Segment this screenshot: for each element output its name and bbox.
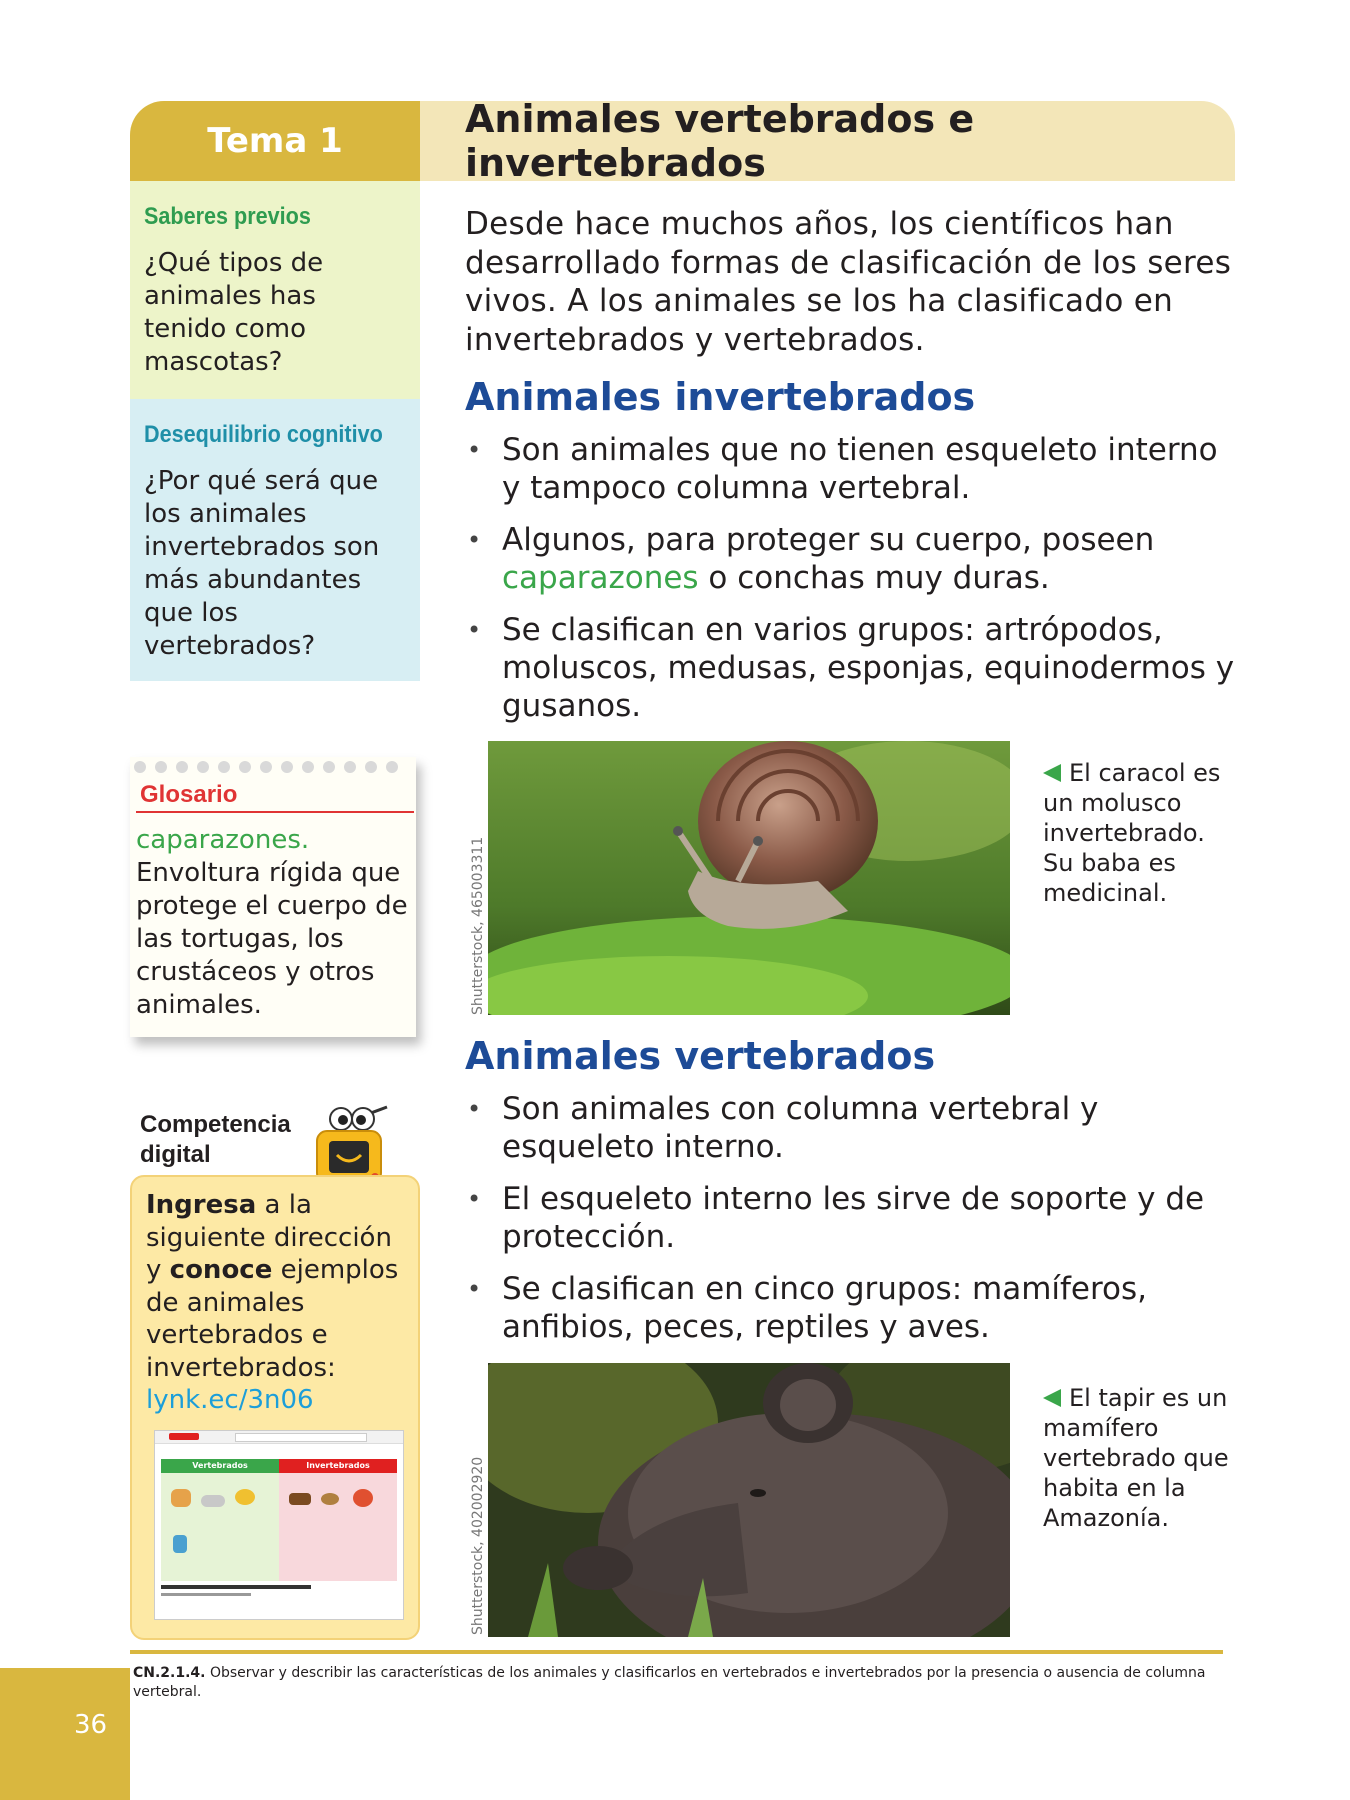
list-item: • Algunos, para proteger su cuerpo, poseen caparazones o conchas muy duras.: [465, 521, 1235, 597]
tema-label: Tema 1: [207, 121, 343, 161]
competencia-link[interactable]: lynk.ec/3n06: [146, 1385, 314, 1415]
invertebrados-list: [465, 431, 1235, 739]
heading-vertebrados: Animales vertebrados: [465, 1034, 936, 1078]
tema-tab: [130, 101, 420, 181]
caption-arrow-icon: [1043, 764, 1061, 782]
word-ingresa: Ingresa: [146, 1190, 257, 1220]
list-item: • Se clasifican en cinco grupos: mamíferos, anfibios, peces, reptiles y aves.: [465, 1270, 1235, 1346]
glosario-term: caparazones.: [136, 825, 310, 855]
tapir-photo: [488, 1363, 1010, 1637]
page-title: [420, 97, 1235, 185]
spiral-binding: [130, 757, 416, 775]
competencia-box: [130, 1175, 420, 1640]
thumbnail-col-right: Invertebrados: [279, 1459, 397, 1473]
glosario-divider: [136, 811, 414, 813]
competencia-text: [146, 1189, 406, 1417]
competencia-text-1: a la siguiente dirección y: [146, 1190, 392, 1285]
page-title-text: Animales vertebrados e invertebrados: [465, 97, 975, 185]
glosario-heading: Glosario: [140, 781, 238, 808]
footer-description: Observar y describir las características de los animales y clasificarlos en vertebrados e invertebrados por la presencia o ausencia de columna vertebral.: [133, 1665, 1206, 1700]
glosario-card: [130, 757, 416, 1037]
page-number-tab: [0, 1668, 130, 1800]
glosario-entry: [136, 824, 412, 1022]
caption-arrow-icon: [1043, 1389, 1061, 1407]
website-thumbnail: [154, 1430, 404, 1620]
competencia-text-2: ejemplos de animales vertebrados e invertebrados:: [146, 1255, 399, 1383]
word-conoce: conoce: [169, 1255, 273, 1285]
desequilibrio-box: [130, 399, 420, 681]
competencia-title-line2: digital: [140, 1141, 211, 1168]
desequilibrio-text: ¿Por qué será que los animales invertebrados son más abundantes que los vertebrados?: [144, 466, 380, 661]
intro-paragraph: Desde hace muchos años, los científicos han desarrollado formas de clasificación de los seres vivos. A los animales se los ha clasificado en invertebrados y vertebrados.: [465, 206, 1232, 358]
list-item: • El esqueleto interno les sirve de soporte y de protección.: [465, 1180, 1235, 1256]
saberes-previos-text: ¿Qué tipos de animales has tenido como mascotas?: [144, 248, 324, 377]
footer-code: CN.2.1.4.: [133, 1665, 206, 1681]
tapir-caption: El tapir es un mamífero vertebrado que habita en la Amazonía.: [1043, 1384, 1229, 1532]
snail-caption: El caracol es un molusco invertebrado. Su baba es medicinal.: [1043, 759, 1221, 907]
competencia-title-line1: Competencia: [140, 1111, 291, 1138]
list-item: • Son animales que no tienen esqueleto interno y tampoco columna vertebral.: [465, 431, 1235, 507]
glosario-definition: Envoltura rígida que protege el cuerpo de las tortugas, los crustáceos y otros animales.: [136, 858, 408, 1020]
list-item: • Son animales con columna vertebral y esqueleto interno.: [465, 1090, 1235, 1166]
snail-photo: [488, 741, 1010, 1015]
photo-credit-snail: Shutterstock, 465003311: [470, 836, 486, 1015]
photo-credit-tapir: Shutterstock, 402002920: [470, 1456, 486, 1635]
saberes-previos-box: [130, 181, 420, 399]
desequilibrio-heading: Desequilibrio cognitivo: [144, 421, 383, 448]
footer-divider: [130, 1650, 1223, 1654]
list-item: • Se clasifican en varios grupos: artrópodos, moluscos, medusas, esponjas, equinodermos y gusanos.: [465, 611, 1235, 725]
highlight-caparazones: caparazones: [502, 560, 699, 596]
footer-standard: [133, 1664, 1223, 1702]
page-number: 36: [74, 1710, 108, 1740]
competencia-title: [140, 1110, 291, 1170]
saberes-previos-heading: Saberes previos: [144, 203, 311, 230]
heading-invertebrados: Animales invertebrados: [465, 375, 976, 419]
thumbnail-col-left: Vertebrados: [161, 1459, 279, 1473]
vertebrados-list: [465, 1090, 1235, 1360]
